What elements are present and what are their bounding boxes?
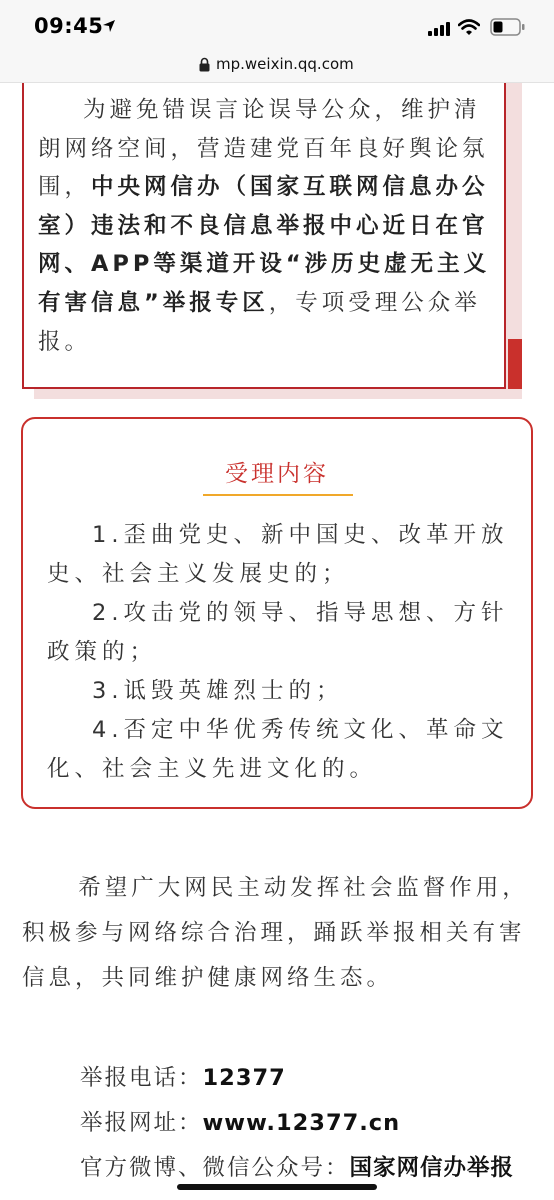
intro-accent-bar	[508, 339, 522, 389]
status-bar	[0, 0, 554, 50]
cellular-signal-icon	[428, 22, 452, 36]
notice-item-4: 4.否定中华优秀传统文化、革命文化、社会主义先进文化的。	[47, 717, 509, 782]
url-text: mp.weixin.qq.com	[216, 55, 354, 73]
report-weibo-label: 官方微博、微信公众号：	[80, 1155, 350, 1181]
notice-title: 受理内容	[225, 461, 329, 487]
wifi-icon	[458, 19, 480, 36]
home-indicator[interactable]	[177, 1184, 377, 1190]
report-weibo-value: 国家网信办举报	[349, 1155, 515, 1181]
article-content	[0, 83, 554, 1200]
report-phone-label: 举报电话：	[80, 1065, 203, 1091]
address-bar[interactable]	[0, 50, 554, 83]
intro-paragraph	[38, 91, 496, 361]
status-time: 09:45	[34, 14, 104, 38]
battery-icon	[490, 18, 526, 36]
lock-icon	[199, 57, 210, 72]
notice-item-3: 3.诋毁英雄烈士的；	[92, 678, 344, 704]
intro-text-part3: ，专项受理公众举报。	[38, 289, 481, 355]
report-phone	[80, 1060, 286, 1092]
report-website-value[interactable]: www.12377.cn	[202, 1110, 401, 1136]
notice-title-underline	[203, 494, 353, 496]
report-weibo	[80, 1150, 514, 1182]
intro-text-part1: 为避免错误言论误导公众，维护清朗网络空间，营造建党百年良好舆论氛围，	[38, 97, 489, 201]
intro-text-bold: 中央网信办（国家互联网信息办公室）违法和不良信息举报中心近日在官网、APP等渠道开设“涉历史虚无主义有害信息”举报专区	[38, 174, 491, 316]
location-arrow-icon	[102, 19, 116, 33]
notice-box	[21, 417, 533, 809]
report-website	[80, 1105, 400, 1137]
report-website-label: 举报网址：	[80, 1110, 203, 1136]
notice-item-2: 2.攻击党的领导、指导思想、方针政策的；	[47, 600, 509, 665]
notice-item-1: 1.歪曲党史、新中国史、改革开放史、社会主义发展史的；	[47, 522, 509, 587]
appeal-paragraph: 希望广大网民主动发挥社会监督作用，积极参与网络综合治理，踊跃举报相关有害信息，共同维护健康网络生态。	[22, 875, 529, 991]
report-phone-value[interactable]: 12377	[202, 1065, 286, 1091]
